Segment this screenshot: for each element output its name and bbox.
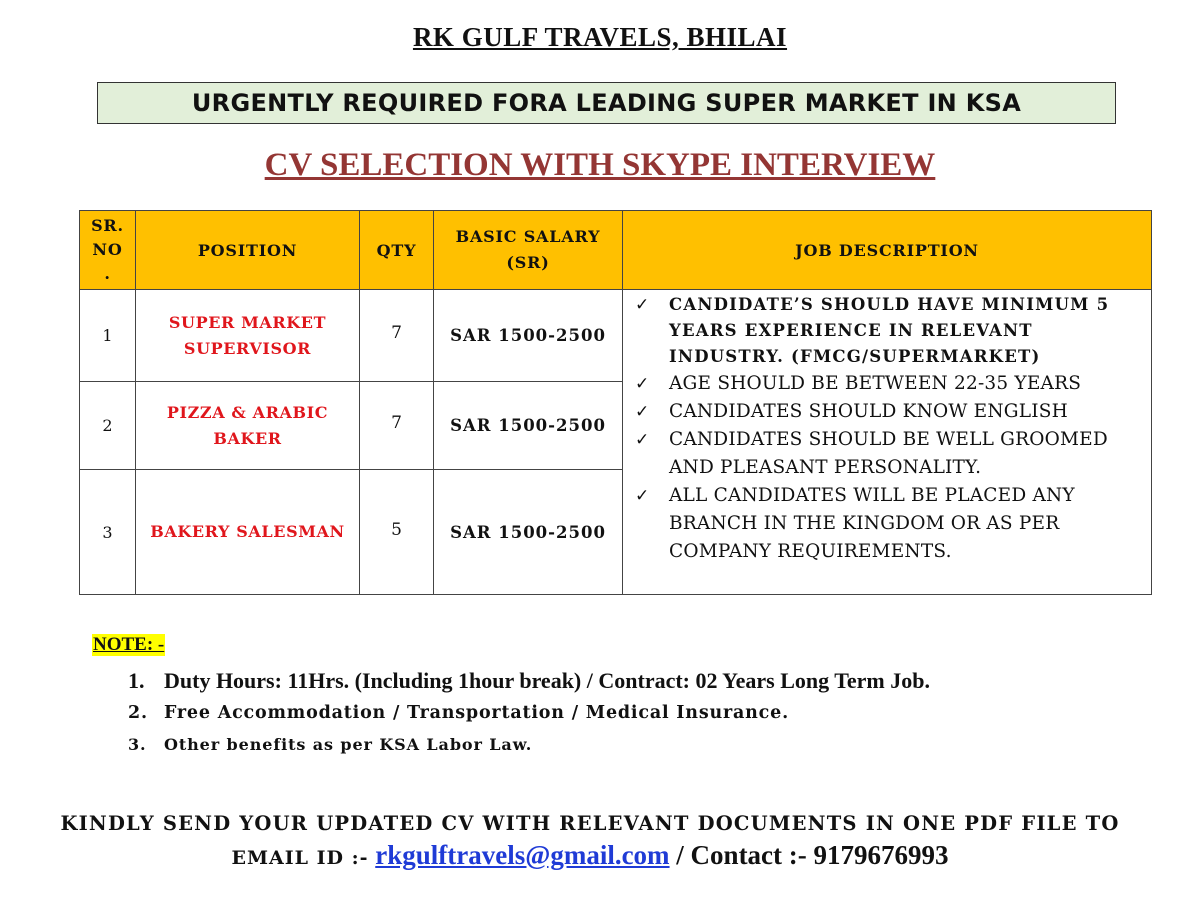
description-text: CANDIDATES SHOULD KNOW ENGLISH: [669, 401, 1068, 422]
header-salary-line2: (SR): [506, 253, 550, 272]
header-sr-line3: .: [104, 264, 111, 283]
footer-instruction: KINDLY SEND YOUR UPDATED CV WITH RELEVANT DOCUMENTS IN ONE PDF FILE TO: [60, 812, 1120, 835]
header-salary: [434, 211, 623, 290]
jobs-table: [79, 210, 1152, 595]
description-item: [635, 398, 1151, 426]
company-title: RK GULF TRAVELS, BHILAI: [412, 22, 788, 52]
table-header-row: [80, 211, 1152, 290]
description-text: CANDIDATE’S SHOULD HAVE MINIMUM 5 YEARS EXPERIENCE IN RELEVANT INDUSTRY. (FMCG/SUPERMARKET): [669, 295, 1110, 366]
description-text: AGE SHOULD BE BETWEEN 22-35 YEARS: [669, 373, 1082, 394]
header-qty: QTY: [360, 211, 434, 290]
contact-number: / Contact :- 9179676993: [676, 840, 949, 870]
note-number: 3.: [128, 735, 147, 754]
description-item: [635, 426, 1151, 482]
notes-list: [128, 664, 930, 761]
note-text: Free Accommodation / Transportation / Medical Insurance.: [164, 703, 789, 723]
job-description-cell: [623, 290, 1152, 595]
row-qty: 7: [360, 290, 434, 382]
requirement-banner: URGENTLY REQUIRED FORA LEADING SUPER MARKET IN KSA: [97, 82, 1116, 124]
footer-contact: [0, 840, 1180, 871]
note-text: Other benefits as per KSA Labor Law.: [164, 735, 533, 754]
check-icon: ✓: [635, 402, 650, 422]
check-icon: ✓: [635, 430, 650, 450]
note-number: 2.: [128, 703, 148, 723]
check-icon: ✓: [635, 374, 650, 394]
header-sr-line1: SR.: [91, 216, 124, 235]
row-sr: 1: [80, 290, 136, 382]
row-salary: SAR 1500-2500: [434, 470, 623, 595]
header-salary-line1: BASIC SALARY: [455, 227, 601, 246]
row-position: [136, 470, 360, 595]
description-text: CANDIDATES SHOULD BE WELL GROOMED AND PLEASANT PERSONALITY.: [669, 429, 1108, 478]
email-label: EMAIL ID :-: [231, 847, 369, 869]
note-label: NOTE: -: [93, 634, 165, 655]
selection-subheading: CV SELECTION WITH SKYPE INTERVIEW: [264, 147, 936, 183]
email-link[interactable]: rkgulftravels@gmail.com: [375, 840, 670, 870]
header-sr-no: [80, 211, 136, 290]
note-item: [128, 729, 930, 761]
note-item: [128, 697, 930, 729]
note-item: [128, 664, 930, 697]
check-icon: ✓: [635, 486, 650, 506]
description-item: [635, 292, 1151, 370]
row-position: [136, 290, 360, 382]
row-salary: SAR 1500-2500: [434, 382, 623, 470]
description-text: ALL CANDIDATES WILL BE PLACED ANY BRANCH IN THE KINGDOM OR AS PER COMPANY REQUIREMENTS.: [669, 485, 1075, 562]
row-salary: SAR 1500-2500: [434, 290, 623, 382]
position-line2: SUPERVISOR: [183, 338, 312, 358]
row-qty: 7: [360, 382, 434, 470]
position-line1: BAKERY SALESMAN: [150, 522, 345, 541]
note-number: 1.: [128, 668, 145, 693]
header-position: POSITION: [136, 211, 360, 290]
row-position: [136, 382, 360, 470]
description-item: [635, 482, 1151, 566]
header-sr-line2: NO: [92, 240, 123, 259]
position-line1: PIZZA & ARABIC: [166, 402, 329, 422]
position-line1: SUPER MARKET: [168, 312, 327, 332]
job-description-list: [623, 290, 1151, 566]
table-row: [80, 290, 1152, 382]
row-sr: 3: [80, 470, 136, 595]
header-description: JOB DESCRIPTION: [623, 211, 1152, 290]
row-qty: 5: [360, 470, 434, 595]
check-icon: ✓: [635, 295, 651, 315]
row-sr: 2: [80, 382, 136, 470]
description-item: [635, 370, 1151, 398]
position-line2: BAKER: [213, 428, 282, 448]
note-text: Duty Hours: 11Hrs. (Including 1hour break) / Contract: 02 Years Long Term Job.: [164, 668, 930, 693]
